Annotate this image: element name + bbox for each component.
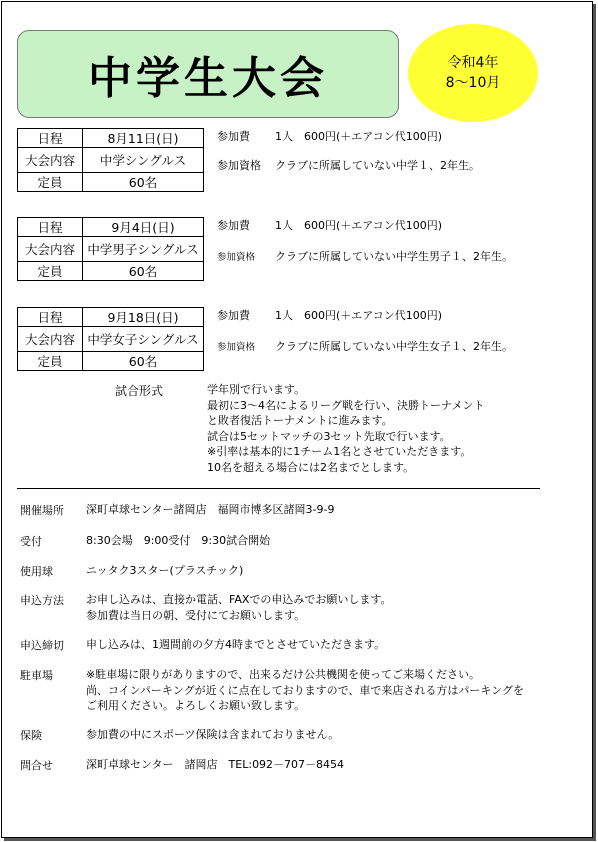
info-label: 保険 xyxy=(20,729,42,742)
info-value: 深町卓球センター 諸岡店 TEL:092－707－8454 xyxy=(86,758,345,771)
period-badge xyxy=(408,24,538,122)
event-eligibility: クラブに所属していない中学生女子１、2年生。 xyxy=(275,340,513,353)
date-label: 日程 xyxy=(18,308,83,327)
info-value: 参加費の中にスポーツ保険は含まれておりません。 xyxy=(86,728,340,741)
capacity-label: 定員 xyxy=(18,262,83,281)
info-value: ※駐車場に限りがありますので、出来るだけ公共機関を使ってご来場ください。 xyxy=(86,668,480,681)
event-date: 8月11日(日) xyxy=(83,129,204,148)
info-value: 参加費は当日の朝、受付にてお願いします。 xyxy=(86,608,306,622)
info-value: 8:30会場 9:00受付 9:30試合開始 xyxy=(86,534,271,547)
event-fee: 1人 600円(＋エアコン代100円) xyxy=(275,309,443,322)
event-capacity: 60名 xyxy=(83,173,204,192)
event-eligibility: クラブに所属していない中学生男子１、2年生。 xyxy=(275,250,513,263)
event-date: 9月18日(日) xyxy=(83,308,204,327)
eligibility-label: 参加資格 xyxy=(217,159,261,172)
rules-line: 最初に3〜4名によるリーグ戦を行い、決勝トーナメント xyxy=(207,398,485,412)
rules-line: 試合は5セットマッチの3セット先取で行います。 xyxy=(207,429,451,443)
eligibility-label: 参加資格 xyxy=(217,342,256,353)
event-fee: 1人 600円(＋エアコン代100円) xyxy=(275,219,443,232)
rules-line: 10名を超える場合には2名までとします。 xyxy=(207,460,415,474)
content-label: 大会内容 xyxy=(18,237,83,262)
info-value: ニッタク3スター(プラスチック) xyxy=(86,564,244,577)
content-label: 大会内容 xyxy=(18,148,83,173)
info-label: 申込方法 xyxy=(20,594,64,607)
event-table xyxy=(17,128,204,192)
capacity-label: 定員 xyxy=(18,173,83,192)
date-label: 日程 xyxy=(18,218,83,237)
event-table xyxy=(17,217,204,281)
info-value: ご利用ください。よろしくお願い致します。 xyxy=(86,699,306,712)
event-capacity: 60名 xyxy=(83,352,204,371)
event-fee: 1人 600円(＋エアコン代100円) xyxy=(275,130,443,143)
period-months: 8〜10月 xyxy=(445,75,501,91)
info-label: 使用球 xyxy=(20,565,53,578)
event-content: 中学男子シングルス xyxy=(83,237,204,262)
event-capacity: 60名 xyxy=(83,262,204,281)
fee-label: 参加費 xyxy=(217,130,250,143)
event-content: 中学シングルス xyxy=(83,148,204,173)
event-eligibility: クラブに所属していない中学１、2年生。 xyxy=(275,159,480,172)
date-label: 日程 xyxy=(18,129,83,148)
info-label: 駐車場 xyxy=(20,669,53,682)
eligibility-label: 参加資格 xyxy=(217,252,256,263)
info-label: 開催場所 xyxy=(20,504,64,517)
rules-line: と敗者復活トーナメントに進みます。 xyxy=(207,414,393,427)
rules-line: ※引率は基本的に1チーム1名とさせていただきます。 xyxy=(207,445,472,458)
event-table xyxy=(17,307,204,371)
info-value: 申し込みは、1週間前の夕方4時までとさせていただきます。 xyxy=(86,638,386,651)
info-value: 尚、コインパーキングが近くに点在しておりますので、車で来店される方はパーキングを xyxy=(86,683,525,697)
info-label: 申込締切 xyxy=(20,639,64,652)
rules-text xyxy=(207,382,485,475)
content-label: 大会内容 xyxy=(18,327,83,352)
fee-label: 参加費 xyxy=(217,309,250,322)
info-value: お申し込みは、直接か電話、FAXでの申込みでお願いします。 xyxy=(86,593,392,606)
period-year: 令和4年 xyxy=(447,55,499,71)
rules-label: 試合形式 xyxy=(115,384,164,398)
section-divider xyxy=(17,488,540,489)
info-label: 問合せ xyxy=(20,759,53,772)
event-date: 9月4日(日) xyxy=(83,218,204,237)
page-title: 中学生大会 xyxy=(17,30,399,118)
info-value: 深町卓球センター諸岡店 福岡市博多区諸岡3-9-9 xyxy=(86,503,335,516)
capacity-label: 定員 xyxy=(18,352,83,371)
fee-label: 参加費 xyxy=(217,219,250,232)
event-content: 中学女子シングルス xyxy=(83,327,204,352)
info-label: 受付 xyxy=(20,535,42,548)
rules-line: 学年別で行います。 xyxy=(207,383,306,396)
